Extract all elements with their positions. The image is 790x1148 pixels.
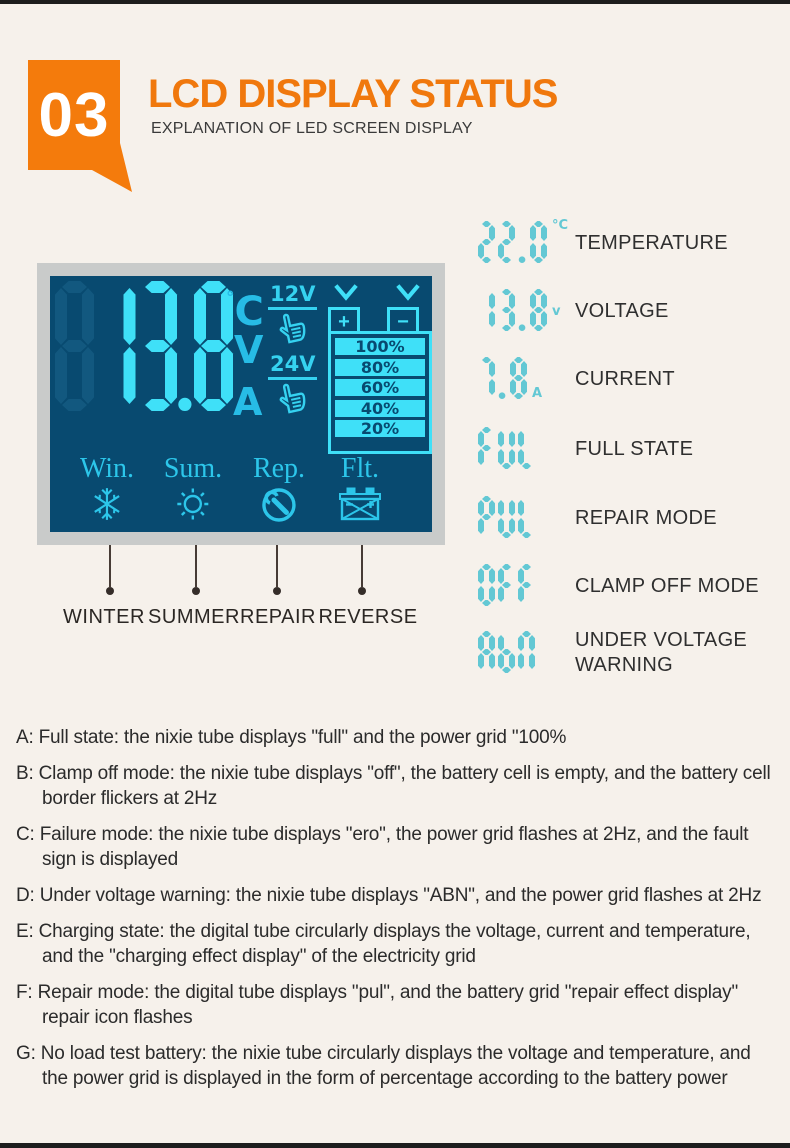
legend-label: VOLTAGE: [575, 299, 669, 322]
mode-fault: [335, 454, 385, 529]
7seg-readout: [478, 496, 575, 540]
clamp-arrow-icon: [396, 283, 420, 301]
legend-label: CURRENT: [575, 367, 675, 390]
legend-row-current: [478, 356, 765, 402]
winter-abbr: Win.: [79, 453, 135, 484]
note-d: D: Under voltage warning: the nixie tube displays "ABN", and the power grid flashes at 2Hz: [16, 885, 762, 906]
fault-abbr: Flt.: [340, 453, 380, 484]
callout-dot: [358, 587, 366, 595]
hand-pointer-icon: [271, 307, 313, 348]
7seg-digits: [478, 289, 550, 333]
24v-label: 24V: [268, 352, 317, 380]
lcd-screen: [50, 276, 432, 532]
wrench-circle-icon: [260, 486, 298, 524]
legend-row-voltage: [478, 288, 765, 334]
summer-abbr: Sum.: [163, 453, 223, 484]
7seg-digits: [478, 427, 538, 471]
celsius-unit-label: °C: [226, 288, 264, 335]
note-e: E: Charging state: the digital tube circularly displays the voltage, current and temperature, and the "charging effect display" of the electricity grid: [16, 921, 751, 967]
repair-abbr: Rep.: [252, 453, 306, 484]
battery-bar: 40%: [335, 400, 425, 417]
callout-line: [109, 545, 111, 587]
selector-24v: [268, 352, 330, 419]
callout-dot: [273, 587, 281, 595]
7seg-readout: [478, 427, 575, 471]
note-f: F: Repair mode: the digital tube displays "pul", and the battery grid "repair effect display" repair icon flashes: [16, 982, 739, 1028]
7seg-digits: [478, 357, 530, 401]
page-title: LCD DISPLAY STATUS: [148, 72, 558, 116]
note-c: C: Failure mode: the nixie tube displays "ero", the power grid flashes at 2Hz, and the fault sign is displayed: [16, 824, 749, 870]
note-g: G: No load test battery: the nixie tube circularly displays the voltage and temperature, and the power grid is displayed in the form of percentage according to the battery power: [16, 1043, 751, 1089]
note-b: B: Clamp off mode: the nixie tube displays "off", the battery cell is empty, and the battery cell border flickers at 2Hz: [16, 763, 771, 809]
selector-12v: [268, 282, 330, 349]
callout-label-summer: SUMMER: [148, 606, 240, 628]
7seg-digits: [478, 631, 538, 675]
legend-row-under-voltage: [478, 630, 765, 676]
snowflake-icon: [91, 486, 123, 522]
callout-line: [195, 545, 197, 587]
callout-label-reverse: REVERSE: [318, 606, 418, 628]
section-number: 03: [38, 80, 110, 150]
7seg-readout: [478, 564, 575, 608]
legend-label: CLAMP OFF MODE: [575, 574, 759, 597]
7seg-readout: [478, 357, 575, 401]
callout-label-repair: REPAIR: [240, 606, 316, 628]
callout-dot: [192, 587, 200, 595]
12v-label: 12V: [268, 282, 317, 310]
battery-gauge: [326, 281, 426, 451]
main-7seg-display: [55, 281, 236, 416]
mode-summer: [164, 454, 222, 527]
battery-bar: 20%: [335, 420, 425, 437]
top-edge-bar: [0, 0, 790, 4]
legend-row-clamp-off: [478, 563, 765, 609]
battery-bar: 100%: [335, 338, 425, 355]
7seg-digits: [478, 564, 538, 608]
lcd-panel-frame: [37, 263, 445, 545]
note-a: A: Full state: the nixie tube displays "full" and the power grid "100%: [16, 727, 567, 748]
7seg-readout: [478, 631, 575, 675]
mode-winter: [80, 454, 134, 527]
amp-unit-label: A: [233, 380, 263, 424]
negative-terminal: −: [387, 307, 419, 334]
clamp-arrow-icon: [334, 283, 358, 301]
legend-row-full-state: [478, 426, 765, 472]
unit-label: v: [552, 303, 561, 319]
7seg-digits: [478, 496, 538, 540]
battery-bar: 80%: [335, 359, 425, 376]
unit-label: °C: [552, 218, 569, 233]
mode-repair: [253, 454, 305, 529]
bottom-edge-bar: [0, 1143, 790, 1148]
reverse-battery-icon: [335, 486, 385, 524]
notes-block: [16, 725, 780, 1102]
hand-pointer-icon: [271, 377, 313, 418]
legend-label: FULL STATE: [575, 437, 694, 460]
legend-row-repair-mode: [478, 495, 765, 541]
legend-row-temperature: [478, 220, 765, 266]
legend-label: REPAIR MODE: [575, 506, 717, 529]
sun-icon: [175, 486, 211, 522]
callout-label-winter: WINTER: [63, 606, 145, 628]
battery-level-bars: [328, 331, 432, 454]
callout-line: [276, 545, 278, 587]
legend-label: UNDER VOLTAGE WARNING: [575, 629, 748, 676]
callout-line: [361, 545, 363, 587]
battery-bar: 60%: [335, 379, 425, 396]
page-subtitle: EXPLANATION OF LED SCREEN DISPLAY: [151, 120, 473, 137]
positive-terminal: +: [328, 307, 360, 334]
section-number-bubble: [28, 60, 134, 194]
7seg-readout: [478, 289, 575, 333]
7seg-digits: [478, 221, 550, 265]
unit-label: A: [532, 386, 543, 401]
legend-label: TEMPERATURE: [575, 231, 728, 254]
callout-dot: [106, 587, 114, 595]
7seg-readout: [478, 218, 575, 265]
volt-unit-label: V: [234, 328, 264, 372]
